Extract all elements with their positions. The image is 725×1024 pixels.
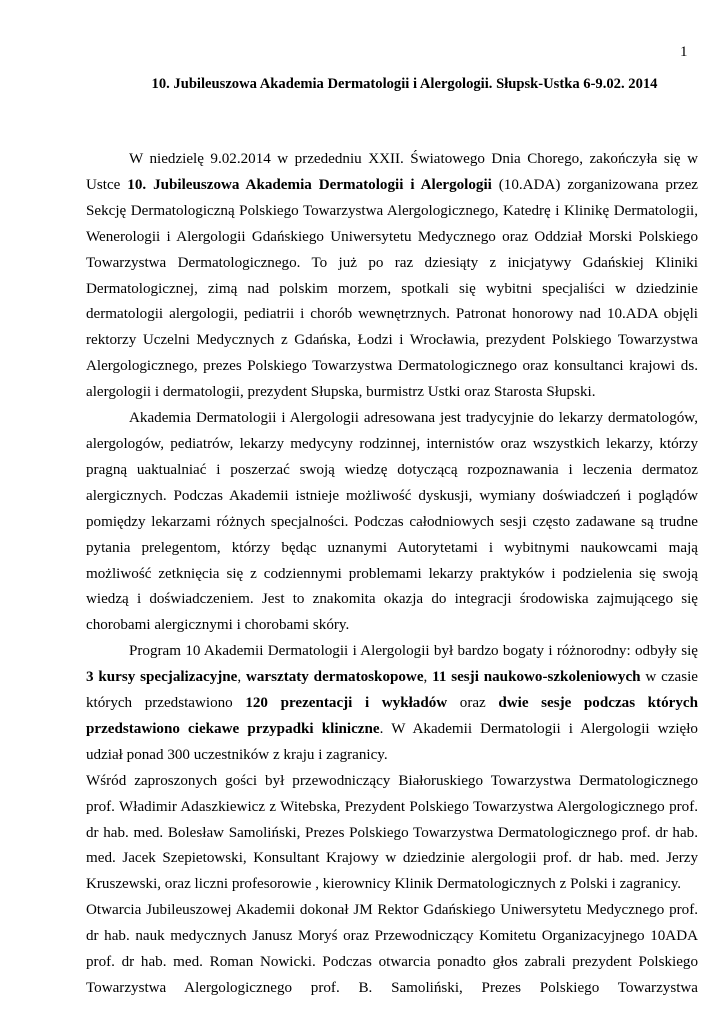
paragraph-3-bold-courses: 3 kursy specjalizacyjne [86,669,238,686]
paragraph-3 [86,639,698,769]
paragraph-3-text-c: , [237,669,246,686]
paragraph-1-text-c: (10.ADA) zorganizowana przez Sekcję Dermatologiczną Polskiego Towarzystwa Alergologicznego, Katedrę i Klinikę Dermatologii, Wenerologii i Alergologii Gdańskiego Uniwersytetu Medycznego oraz Oddział Morski Polskiego Towarzystwa Dermatologicznego. To już po raz dziesiąty z inicjatywy Gdańskiej Kliniki Dermatologicznej, zimą nad polskim morzem, spotkali się wybitni specjaliści w dziedzinie dermatologii alergologii, pediatrii i chorób wewnętrznych. Patronat honorowy nad 10.ADA objęli rektorzy Uczelni Medycznych z Gdańska, Łodzi i Wrocławia, prezydent Polskiego Towarzystwa Alergologicznego, prezes Polskiego Towarzystwa Dermatologicznego oraz konsultanci krajowi ds. alergologii i dermatologii, prezydent Słupska, burmistrz Ustki oraz Starosta Słupski. [86,176,698,401]
paragraph-4: Wśród zaproszonych gości był przewodniczący Białoruskiego Towarzystwa Dermatologicznego prof. Władimir Adaszkiewicz z Witebska, Prezydent Polskiego Towarzystwa Alergologicznego prof. dr hab. med. Bolesław Samoliński, Prezes Polskiego Towarzystwa Dermatologicznego prof. dr hab. med. Jacek Szepietowski, Konsultant Krajowy w dziedzinie alergologii prof. dr hab. med. Jerzy Kruszewski, oraz liczni profesorowie , kierownicy Klinik Dermatologicznych z Polski i zagranicy. [86,772,698,893]
page-number: 1 [680,44,688,60]
paragraph-3-text-i: oraz [447,695,499,712]
paragraph-3-text-g: w czasie których przedstawiono [86,669,699,712]
paragraph-3-text-a: Program 10 Akademii Dermatologii i Alergologii był bardzo bogaty i różnorodny: odbyły się [129,643,698,660]
paragraph-1-bold-event: 10. Jubileuszowa Akademia Dermatologii i Alergologii [127,176,492,193]
paragraph-3-text-e: , [423,669,433,686]
paragraph-5: Otwarcia Jubileuszowej Akademii dokonał JM Rektor Gdańskiego Uniwersytetu Medycznego prof. dr hab. nauk medycznych Janusz Moryś oraz Przewodniczący Komitetu Organizacyjnego 10ADA prof. dr hab. med. Roman Nowicki. Podczas otwarcia ponadto głos zabrali prezydent Polskiego Towarzystwa Alergologicznego prof. B. Samoliński, Prezes Polskiego Towarzystwa [86,902,698,996]
paragraph-1-text-a: W niedzielę 9.02.2014 w przededniu XXII. Światowego Dnia Chorego, zakończyła się w Ustce [86,151,698,193]
paragraph-3-bold-sessions: 11 sesji naukowo-szkoleniowych [432,669,641,686]
document-title: 10. Jubileuszowa Akademia Dermatologii i Alergologii. Słupsk-Ustka 6-9.02. 2014 [151,76,658,92]
paragraph-2: Akademia Dermatologii i Alergologii adresowana jest tradycyjnie do lekarzy dermatologów, alergologów, pediatrów, lekarzy medycyny rodzinnej, internistów oraz wszystkich lekarzy, którzy pragną uaktualniać i poszerzać swoją wiedzę dotyczącą rozpoznawania i leczenia dermatoz alergicznych. Podczas Akademii istnieje możliwość dyskusji, wymiany doświadczeń i poglądów pomiędzy lekarzami różnych specjalności. Podczas całodniowych sesji często zadawane są trudne pytania prelegentom, którzy będąc uznanymi Autorytetami i wybitnymi naukowcami mają możliwość zetknięcia się z codziennymi problemami lekarzy praktyków i podzielenia się swoją wiedzą i doświadczeniem. Jest to znakomita okazja do integracji środowiska zajmującego się chorobami alergicznymi i chorobami skóry. [86,410,698,634]
paragraph-3-bold-workshops: warsztaty dermatoskopowe [245,669,424,686]
paragraph-3-text-k: . W Akademii Dermatologii i Alergologii wzięło udział ponad 300 uczestników z kraju i zagranicy. [86,720,698,763]
paragraph-3-bold-presentations: 120 prezentacji i wykładów [245,695,448,712]
paragraph-3-bold-case-sessions: dwie sesje podczas których przedstawiono ciekawe przypadki kliniczne [86,695,698,737]
document-body [86,147,698,1002]
paragraph-1 [86,147,698,406]
